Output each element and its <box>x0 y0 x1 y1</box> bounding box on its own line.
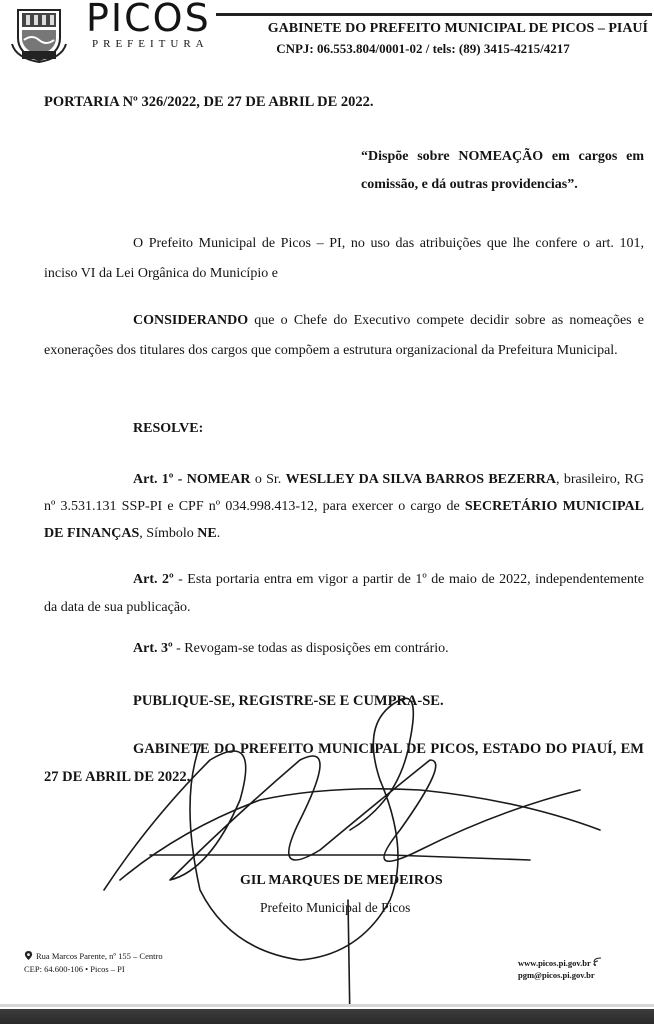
publique-line: PUBLIQUE-SE, REGISTRE-SE E CUMPRA-SE. <box>133 693 444 709</box>
logo-wordmark: PICOS <box>86 0 211 40</box>
article-2 <box>44 566 644 622</box>
closing-gabinete <box>44 735 644 791</box>
coat-of-arms-icon <box>10 4 68 64</box>
header-divider <box>216 13 652 16</box>
wifi-signal-icon <box>593 956 603 966</box>
article-3 <box>133 638 449 660</box>
article-1-text-c: , Símbolo <box>139 526 198 541</box>
footer-cep: CEP: 64.600-106 • Picos – PI <box>24 964 125 974</box>
resolve-heading: RESOLVE: <box>133 421 204 436</box>
considerando-text: que o Chefe do Executivo compete decidir sobre as nomeações e exonerações dos titulares dos cargos que compõem a estrutura organizacional da Prefeitura Municipal. <box>44 313 644 358</box>
appointee-name: WESLLEY DA SILVA BARROS BEZERRA <box>285 472 557 487</box>
article-1-end: . <box>216 526 221 541</box>
footer-email: pgm@picos.pi.gov.br <box>518 970 595 980</box>
map-pin-icon <box>24 951 33 960</box>
header-cnpj: CNPJ: 06.553.804/0001-02 / tels: (89) 3415-4215/4217 <box>276 41 570 56</box>
article-3-text: - Revogam-se todas as disposições em contrário. <box>172 641 449 656</box>
footer-address <box>24 950 163 962</box>
footer-address-text: Rua Marcos Parente, nº 155 – Centro <box>36 951 163 961</box>
signer-name: GIL MARQUES DE MEDEIROS <box>240 873 443 888</box>
article-3-lead: Art. 3º <box>133 641 173 656</box>
article-1 <box>44 466 644 547</box>
portaria-title: PORTARIA Nº 326/2022, DE 27 DE ABRIL DE 2022. <box>44 94 374 110</box>
article-1-text-b: , brasileiro, RG nº 3.531.131 SSP-PI e CPF nº 034.998.413-12, para exercer o cargo de <box>44 472 644 514</box>
signer-role: Prefeito Municipal de Picos <box>260 900 411 915</box>
paragraph-preamble <box>44 229 644 289</box>
logo-subtitle: PREFEITURA <box>92 38 209 50</box>
footer-website-text: www.picos.pi.gov.br <box>518 958 591 968</box>
article-1-text-a: o Sr. <box>250 472 286 487</box>
ementa: “Dispõe sobre NOMEAÇÃO em cargos em comissão, e dá outras providencias”. <box>361 149 644 192</box>
footer-website <box>518 956 603 969</box>
appointed-role: SECRETÁRIO MUNICIPAL DE FINANÇAS <box>44 499 644 541</box>
preamble-text: O Prefeito Municipal de Picos – PI, no uso das atribuições que lhe confere o art. 101, inciso VI da Lei Orgânica do Município e <box>44 236 644 281</box>
footer-bar <box>0 1004 654 1024</box>
role-symbol: NE <box>197 526 217 541</box>
article-2-text: - Esta portaria entra em vigor a partir de 1º de maio de 2022, independentemente da data de sua publicação. <box>44 572 645 615</box>
considerando-lead: CONSIDERANDO <box>133 313 249 328</box>
article-2-lead: Art. 2º <box>133 572 174 587</box>
article-1-lead: Art. 1º - NOMEAR <box>133 472 251 487</box>
header-title: GABINETE DO PREFEITO MUNICIPAL DE PICOS – PIAUÍ <box>267 21 648 36</box>
closing-text: GABINETE DO PREFEITO MUNICIPAL DE PICOS, ESTADO DO PIAUÍ, EM 27 DE ABRIL DE 2022. <box>44 741 644 785</box>
paragraph-considerando <box>44 306 644 366</box>
